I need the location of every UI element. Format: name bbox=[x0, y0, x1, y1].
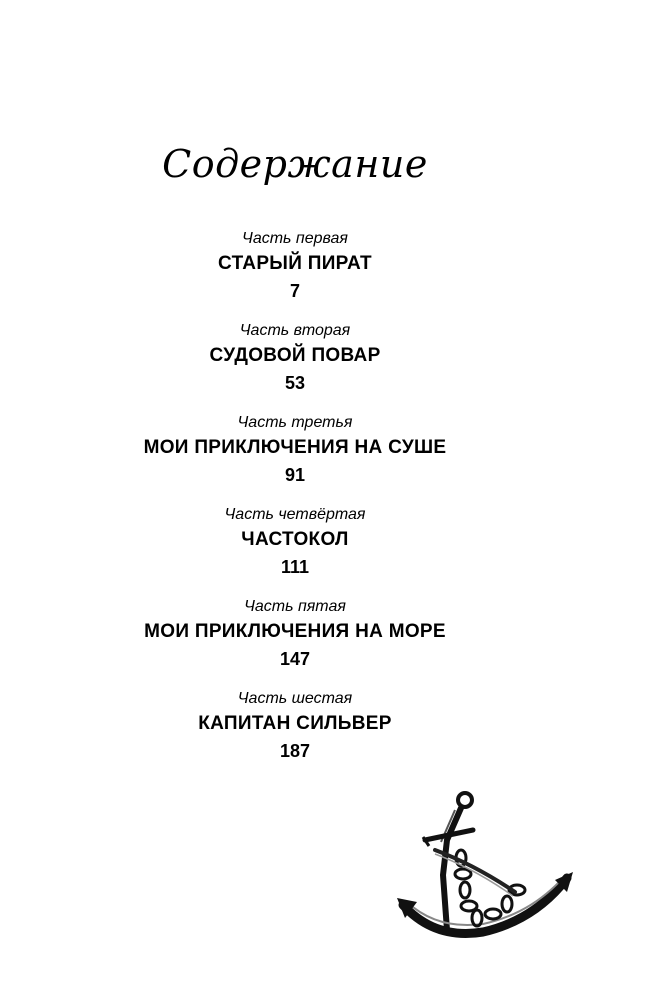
part-title: ЧАСТОКОЛ bbox=[241, 529, 349, 550]
anchor-icon bbox=[395, 780, 575, 950]
part-label: Часть шестая bbox=[237, 690, 353, 707]
part-page-number: 111 bbox=[280, 557, 310, 577]
part-label: Часть четвёртая bbox=[224, 506, 366, 523]
part-page-number: 7 bbox=[289, 281, 300, 301]
toc-entry-part-2 bbox=[0, 320, 590, 412]
part-label: Часть пятая bbox=[244, 598, 346, 615]
toc-entry-part-6 bbox=[0, 688, 590, 780]
part-title: МОИ ПРИКЛЮЧЕНИЯ НА СУШЕ bbox=[143, 437, 447, 458]
toc-entry-part-1 bbox=[0, 228, 590, 320]
table-of-contents bbox=[0, 228, 590, 780]
part-page-number: 147 bbox=[279, 649, 311, 669]
part-title: МОИ ПРИКЛЮЧЕНИЯ НА МОРЕ bbox=[144, 621, 446, 642]
part-label: Часть первая bbox=[242, 230, 348, 247]
page-title: Содержание bbox=[162, 142, 428, 186]
part-title: КАПИТАН СИЛЬВЕР bbox=[198, 713, 392, 734]
toc-entry-part-5 bbox=[0, 596, 590, 688]
part-label: Часть третья bbox=[237, 414, 353, 431]
part-page-number: 53 bbox=[284, 373, 306, 393]
part-label: Часть вторая bbox=[239, 322, 351, 339]
toc-entry-part-3 bbox=[0, 412, 590, 504]
part-page-number: 187 bbox=[279, 741, 311, 761]
part-page-number: 91 bbox=[284, 465, 306, 485]
part-title: СУДОВОЙ ПОВАР bbox=[209, 345, 381, 366]
toc-entry-part-4 bbox=[0, 504, 590, 596]
part-title: СТАРЫЙ ПИРАТ bbox=[218, 253, 372, 274]
